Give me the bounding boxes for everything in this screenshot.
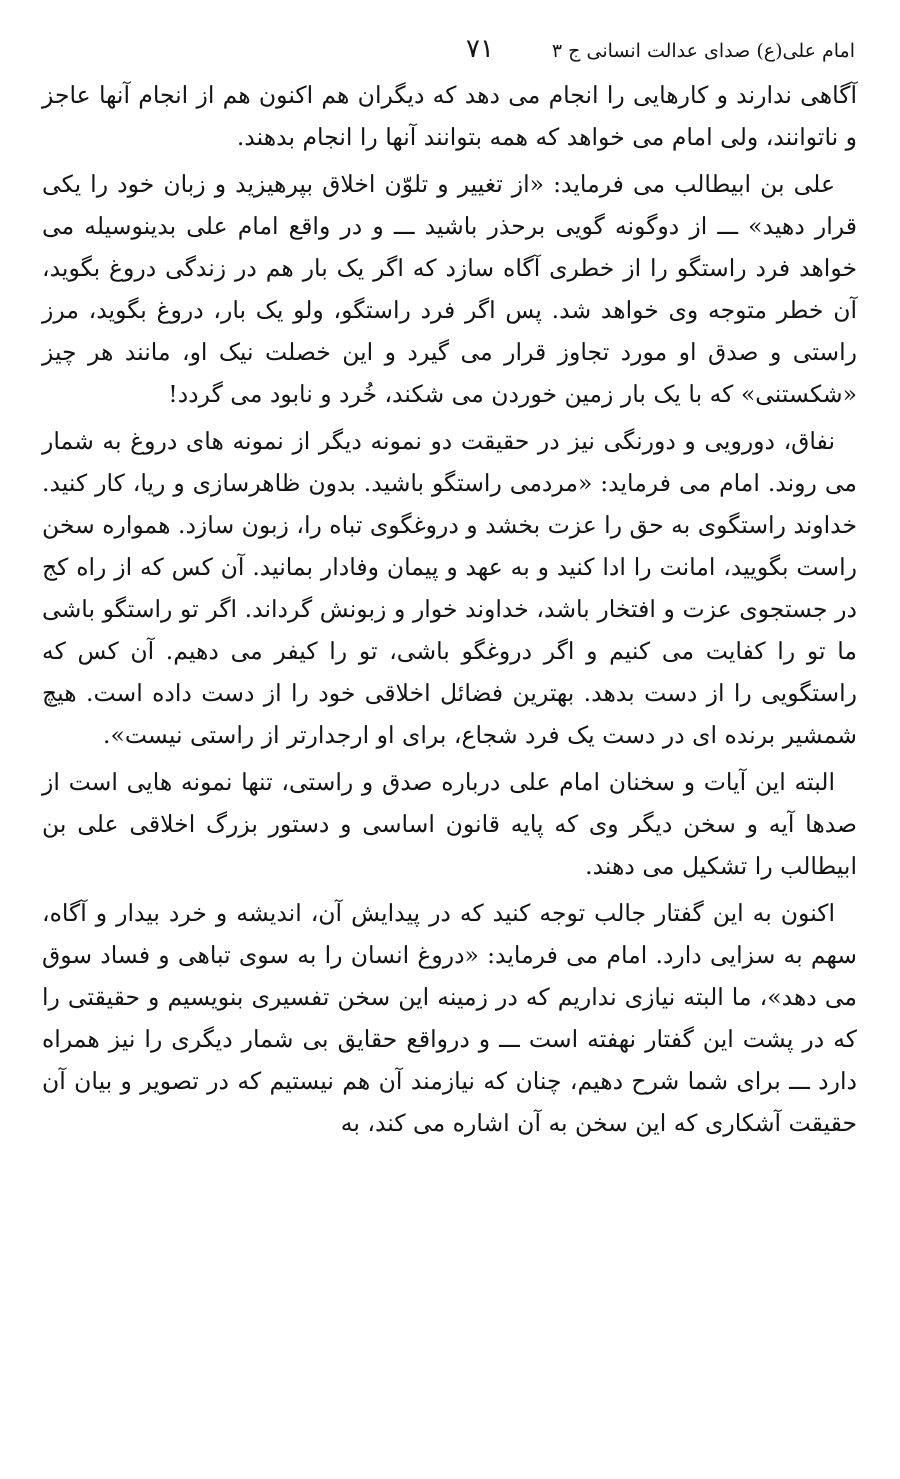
paragraph: اکنون به این گفتار جالب توجه کنید که در پیدایش آن، اندیشه و خرد بیدار و آگاه، سهم به سزایی دارد. امام می فرماید: «دروغ انسان را به سوی تباهی و فساد سوق می دهد»، ما البته نیازی نداریم که در زمینه این سخن تفسیری بنویسیم و حقیقتی را که در پشت این گفتار نهفته است ـــ و درواقع حقایق بی شمار دیگری را نیز همراه دارد ـــ برای شما شرح دهیم، چنان که نیازمند آن هم نیستیم که در تصویر و بیان آن حقیقت آشکاری که این سخن به آن اشاره می کند، به: [42, 899, 857, 1137]
paragraph: علی بن ابیطالب می فرماید: «از تغییر و تلوّن اخلاق بپرهیزید و زبان خود را یکی قرار دهید» ـــ از دوگونه گویی برحذر باشید ـــ و در واقع امام علی بدینوسیله می خواهد فرد راستگو را از خطری آگاه سازد که اگر یک بار هم در زندگی دروغ بگوید، آن خطر متوجه وی خواهد شد. پس اگر فرد راستگو، ولو یک بار، دروغ بگوید، مرز راستی و صدق او مورد تجاوز قرار می گیرد و این خصلت نیک او، مانند هر چیز «شکستنی» که با یک بار زمین خوردن می شکند، خُرد و نابود می گردد!: [42, 170, 857, 408]
running-title: امام علی(ع) صدای عدالت انسانی ج ۳: [551, 40, 855, 62]
page-header: [45, 34, 855, 70]
body-text: [42, 74, 857, 1144]
page-number: ۷۱: [466, 34, 494, 64]
paragraph: نفاق، دورویی و دورنگی نیز در حقیقت دو نمونه دیگر از نمونه های دروغ به شمار می روند. امام می فرماید: «مردمی راستگو باشید. بدون ظاهرسازی و ریا، کار کنید. خداوند راستگوی به حق را عزت بخشد و دروغگوی تباه را، زبون سازد. همواره سخن راست بگویید، امانت را ادا کنید و به عهد و پیمان وفادار بمانید. آن کس که از راه کج در جستجوی عزت و افتخار باشد، خداوند خوار و زبونش گرداند. اگر تو راستگو باشی ما تو را کفایت می کنیم و اگر دروغگو باشی، تو را کیفر می دهیم. آن کس که راستگویی را از دست بدهد. بهترین فضائل اخلاقی خود را از دست داده است. هیچ شمشیر برنده ای در دست یک فرد شجاع، برای او ارجدارتر از راستی نیست».: [42, 427, 857, 749]
paragraph: البته این آیات و سخنان امام علی درباره صدق و راستی، تنها نمونه هایی است از صدها آیه و سخن دیگر وی که پایه قانون اساسی و دستور بزرگ اخلاقی علی بن ابیطالب را تشکیل می دهند.: [42, 768, 857, 880]
paragraph-continuation: آگاهی ندارند و کارهایی را انجام می دهد که دیگران هم اکنون هم از انجام آنها عاجز و ناتوانند، ولی امام می خواهد که همه بتوانند آنها را انجام بدهند.: [42, 81, 857, 151]
